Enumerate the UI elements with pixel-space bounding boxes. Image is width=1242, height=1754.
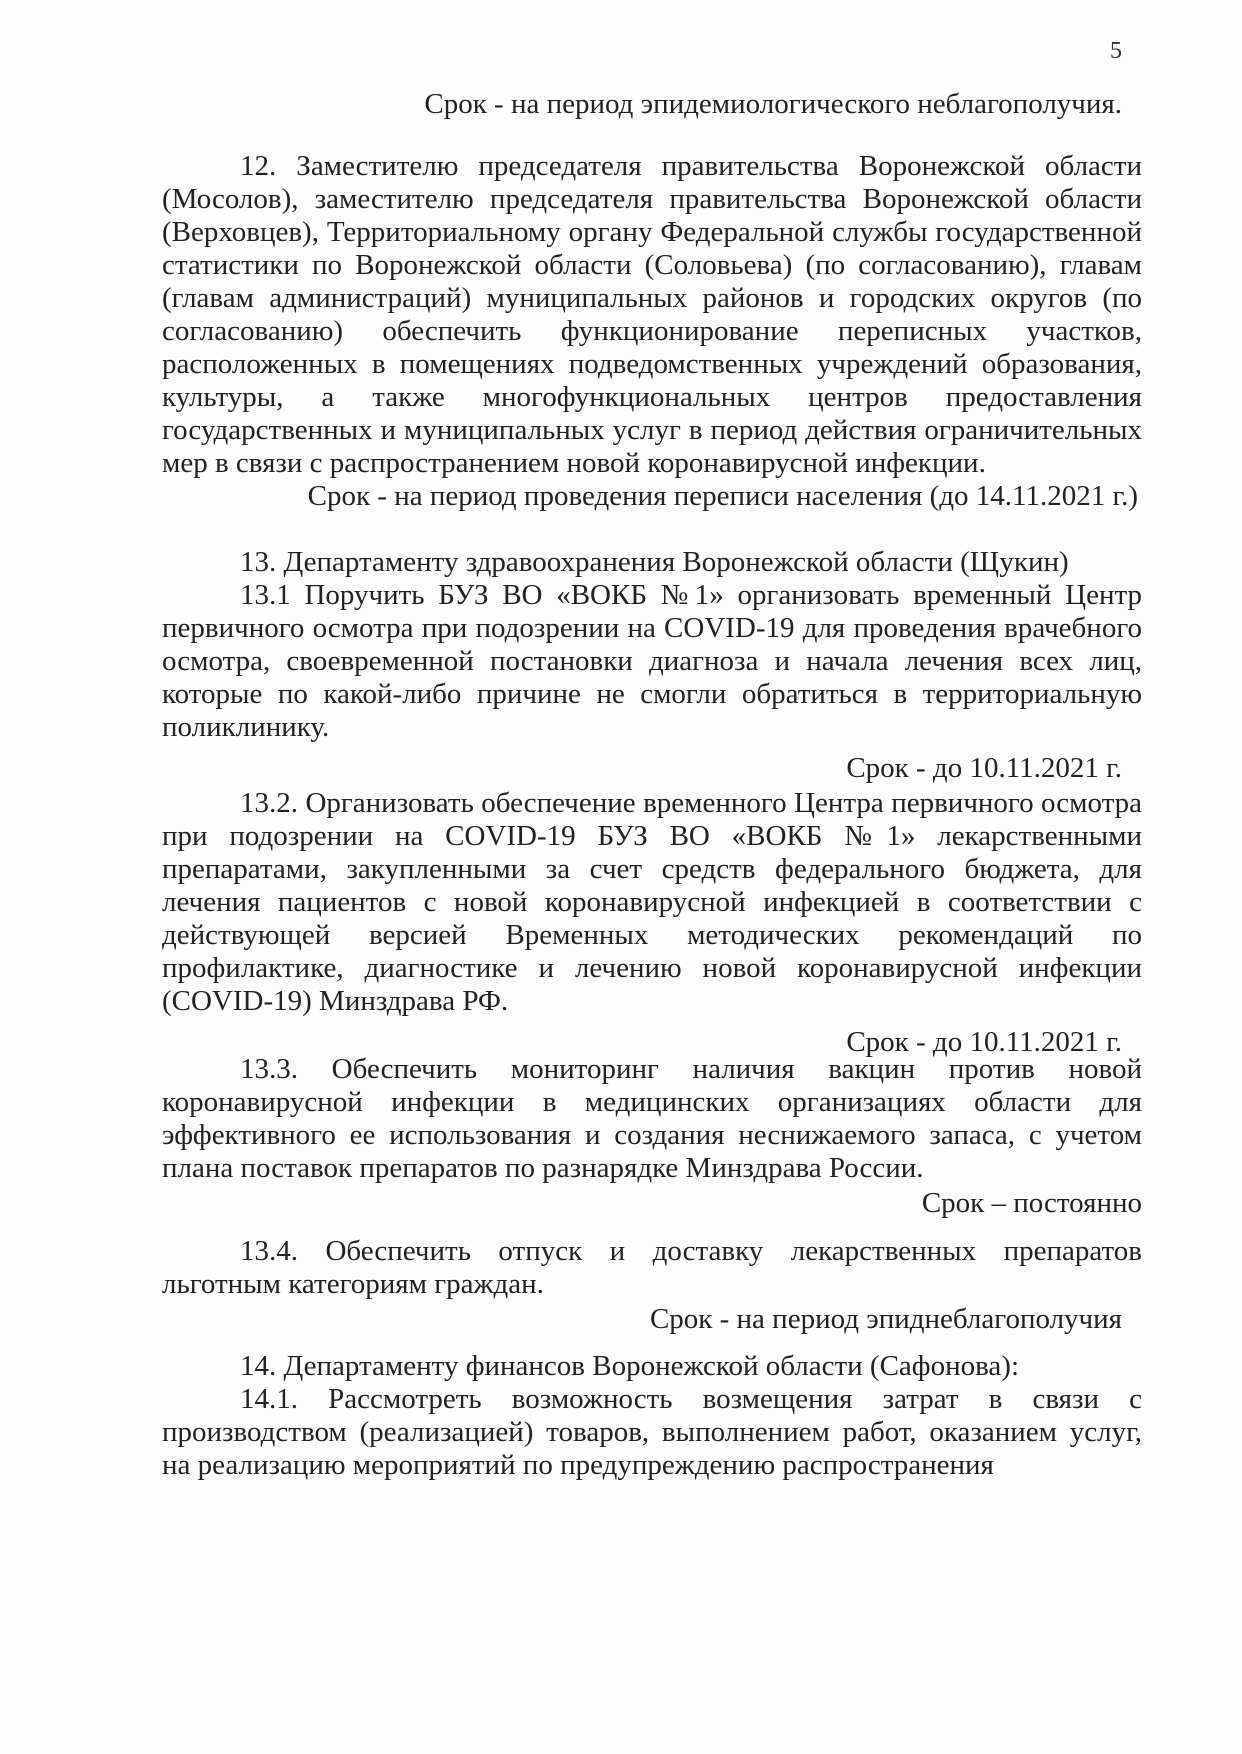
deadline-12: Срок - на период проведения переписи населения (до 14.11.2021 г.)	[307, 480, 1138, 512]
section-prev	[162, 88, 1142, 121]
section-13-4	[162, 1235, 1142, 1336]
section-14	[162, 1350, 1142, 1482]
paragraph-13-1: 13.1 Поручить БУЗ ВО «ВОКБ №1» организовать временный Центр первичного осмотра при подозрении на COVID-19 для проведения врачебного осмотра, своевременной постановки диагноза и начала лечения всех лиц, которые по какой-либо причине не смогли обратиться в территориальную поликлинику.	[162, 579, 1142, 743]
section-13-2	[162, 787, 1142, 1059]
deadline-13-2: Срок - до 10.11.2021 г.	[846, 1026, 1122, 1058]
paragraph-13-3: 13.3. Обеспечить мониторинг наличия вакцин против новой коронавирусной инфекции в медицинских организациях области для эффективного ее использования и создания неснижаемого запаса, с учетом плана поставок препаратов по разнарядке Минздрава России.	[162, 1053, 1142, 1184]
deadline-13-4: Срок - на период эпиднеблагополучия	[649, 1303, 1122, 1335]
heading-13: 13. Департаменту здравоохранения Воронежской области (Щукин)	[240, 546, 1069, 578]
paragraph-13-2: 13.2. Организовать обеспечение временного Центра первичного осмотра при подозрении на COVID-19 БУЗ ВО «ВОКБ №1» лекарственными препаратами, закупленными за счет средств федерального бюджета, для лечения пациентов с новой коронавирусной инфекцией в соответствии с действующей версией Временных методических рекомендаций по профилактике, диагностике и лечению новой коронавирусной инфекции (COVID-19) Минздрава РФ.	[162, 787, 1142, 1017]
heading-14: 14. Департаменту финансов Воронежской области (Сафонова):	[240, 1350, 1020, 1382]
page-number: 5	[1110, 38, 1122, 64]
deadline-prev: Срок - на период эпидемиологического неблагополучия.	[424, 88, 1122, 120]
deadline-13-3: Срок – постоянно	[921, 1187, 1142, 1219]
section-13-3	[162, 1053, 1142, 1220]
paragraph-13-4: 13.4. Обеспечить отпуск и доставку лекарственных препаратов льготным категориям граждан.	[162, 1235, 1142, 1300]
deadline-13-1: Срок - до 10.11.2021 г.	[846, 752, 1122, 784]
paragraph-14-1: 14.1. Рассмотреть возможность возмещения затрат в связи с производством (реализацией) товаров, выполнением работ, оказанием услуг, на реализацию мероприятий по предупреждению распространения	[162, 1383, 1142, 1481]
section-12	[162, 150, 1142, 513]
section-13-1	[162, 546, 1142, 785]
paragraph-12: 12. Заместителю председателя правительства Воронежской области (Мосолов), заместителю председателя правительства Воронежской области (Верховцев), Территориальному органу Федеральной службы государственной статистики по Воронежской области (Соловьева) (по согласованию), главам (главам администраций) муниципальных районов и городских округов (по согласованию) обеспечить функционирование переписных участков, расположенных в помещениях подведомственных учреждений образования, культуры, а также многофункциональных центров предоставления государственных и муниципальных услуг в период действия ограничительных мер в связи с распространением новой коронавирусной инфекции.	[162, 150, 1142, 479]
